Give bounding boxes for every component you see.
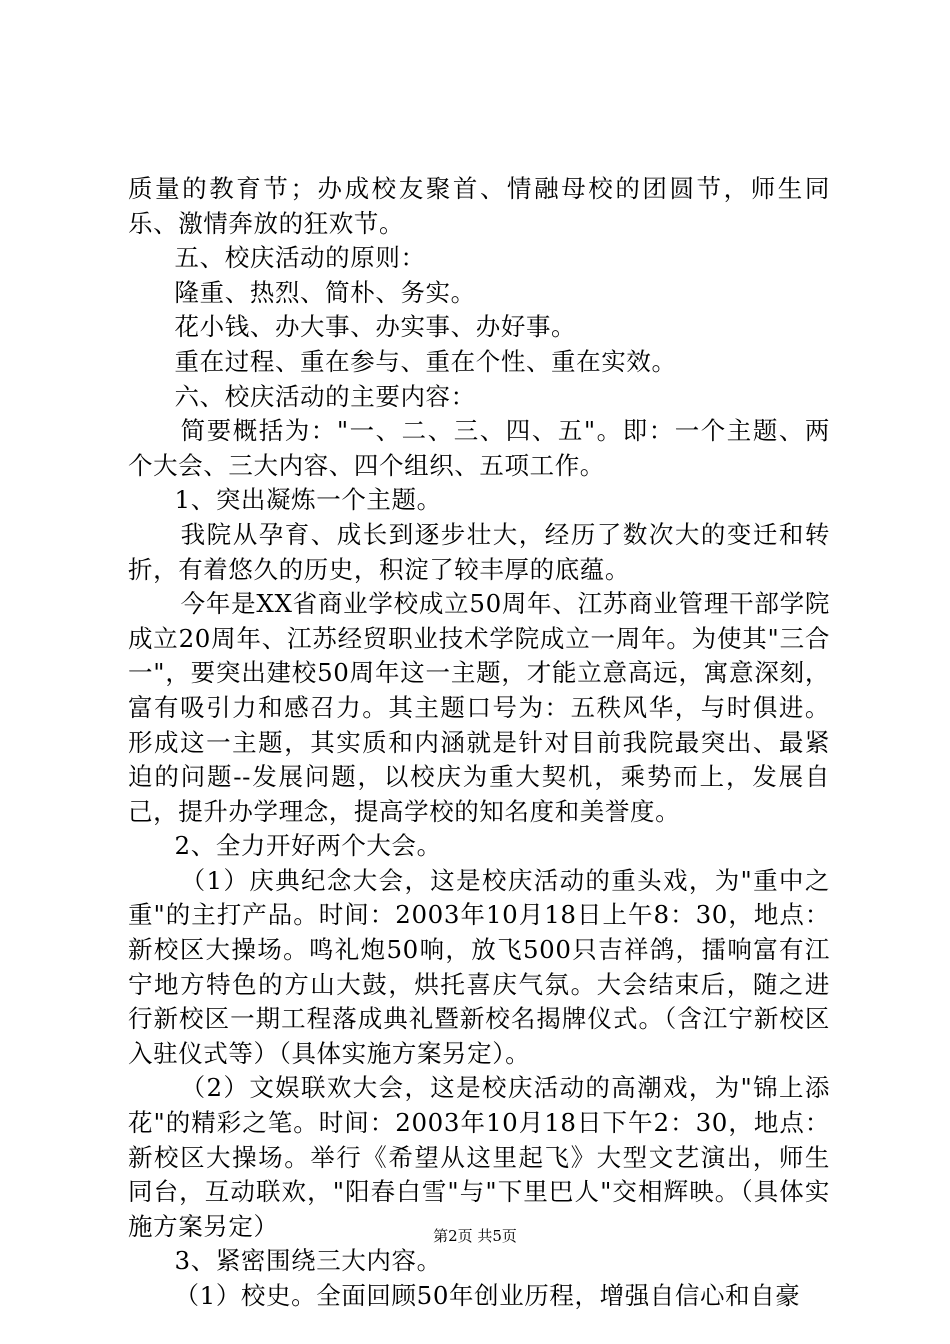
- paragraph-3: 隆重、热烈、简朴、务实。: [174, 277, 476, 307]
- paragraph-15: （1）校史。全面回顾50年创业历程，增强自信心和自豪: [174, 1281, 801, 1310]
- paragraph-2: 五、校庆活动的原则：: [174, 243, 426, 273]
- paragraph-10: 今年是XX省商业学校成立50周年、江苏商业管理干部学院成立20周年、江苏经贸职业技术学院成立一周年。为使其"三合一"，要突出建校50周年这一主题，才能立意高远，寓意深刻，富有吸引力和感召力。其主题口号为：五秩风华，与时俱进。形成这一主题，其实质和内涵就是针对目前我院最突出、最紧迫的问题--发展问题，以校庆为重大契机，乘势而上，发展自己，提升办学理念，提高学校的知名度和美誉度。: [128, 589, 830, 826]
- paragraph-6: 六、校庆活动的主要内容：: [174, 381, 476, 411]
- paragraph-12: （1）庆典纪念大会，这是校庆活动的重头戏，为"重中之重"的主打产品。时间：2003年10月18日上午8：30，地点：新校区大操场。鸣礼炮50响，放飞500只吉祥鸽，擂响富有江宁地方特色的方山大鼓，烘托喜庆气氛。大会结束后，随之进行新校区一期工程落成典礼暨新校名揭牌仪式。（含江宁新校区入驻仪式等）（具体实施方案另定）。: [128, 865, 830, 1068]
- paragraph-13: （2）文娱联欢大会，这是校庆活动的高潮戏，为"锦上添花"的精彩之笔。时间：2003年10月18日下午2：30，地点：新校区大操场。举行《希望从这里起飞》大型文艺演出，师生同台，互动联欢，"阳春白雪"与"下里巴人"交相辉映。（具体实施方案另定）: [128, 1073, 830, 1241]
- paragraph-1: 质量的教育节；办成校友聚首、情融母校的团圆节，师生同乐、激情奔放的狂欢节。: [128, 174, 830, 238]
- paragraph-4: 花小钱、办大事、办实事、办好事。: [174, 312, 577, 342]
- paragraph-9: 我院从孕育、成长到逐步壮大，经历了数次大的变迁和转折，有着悠久的历史，积淀了较丰厚的底蕴。: [128, 519, 830, 584]
- paragraph-5: 重在过程、重在参与、重在个性、重在实效。: [174, 346, 677, 376]
- document-body: [128, 172, 830, 1314]
- paragraph-14: 3、紧密围绕三大内容。: [174, 1246, 442, 1276]
- page-number-footer: 第2页 共5页: [433, 1227, 517, 1245]
- paragraph-7: 简要概括为："一、二、三、四、五"。即：一个主题、两个大会、三大内容、四个组织、五项工作。: [128, 416, 830, 480]
- paragraph-8: 1、突出凝炼一个主题。: [174, 485, 442, 515]
- paragraph-11: 2、全力开好两个大会。: [174, 831, 442, 861]
